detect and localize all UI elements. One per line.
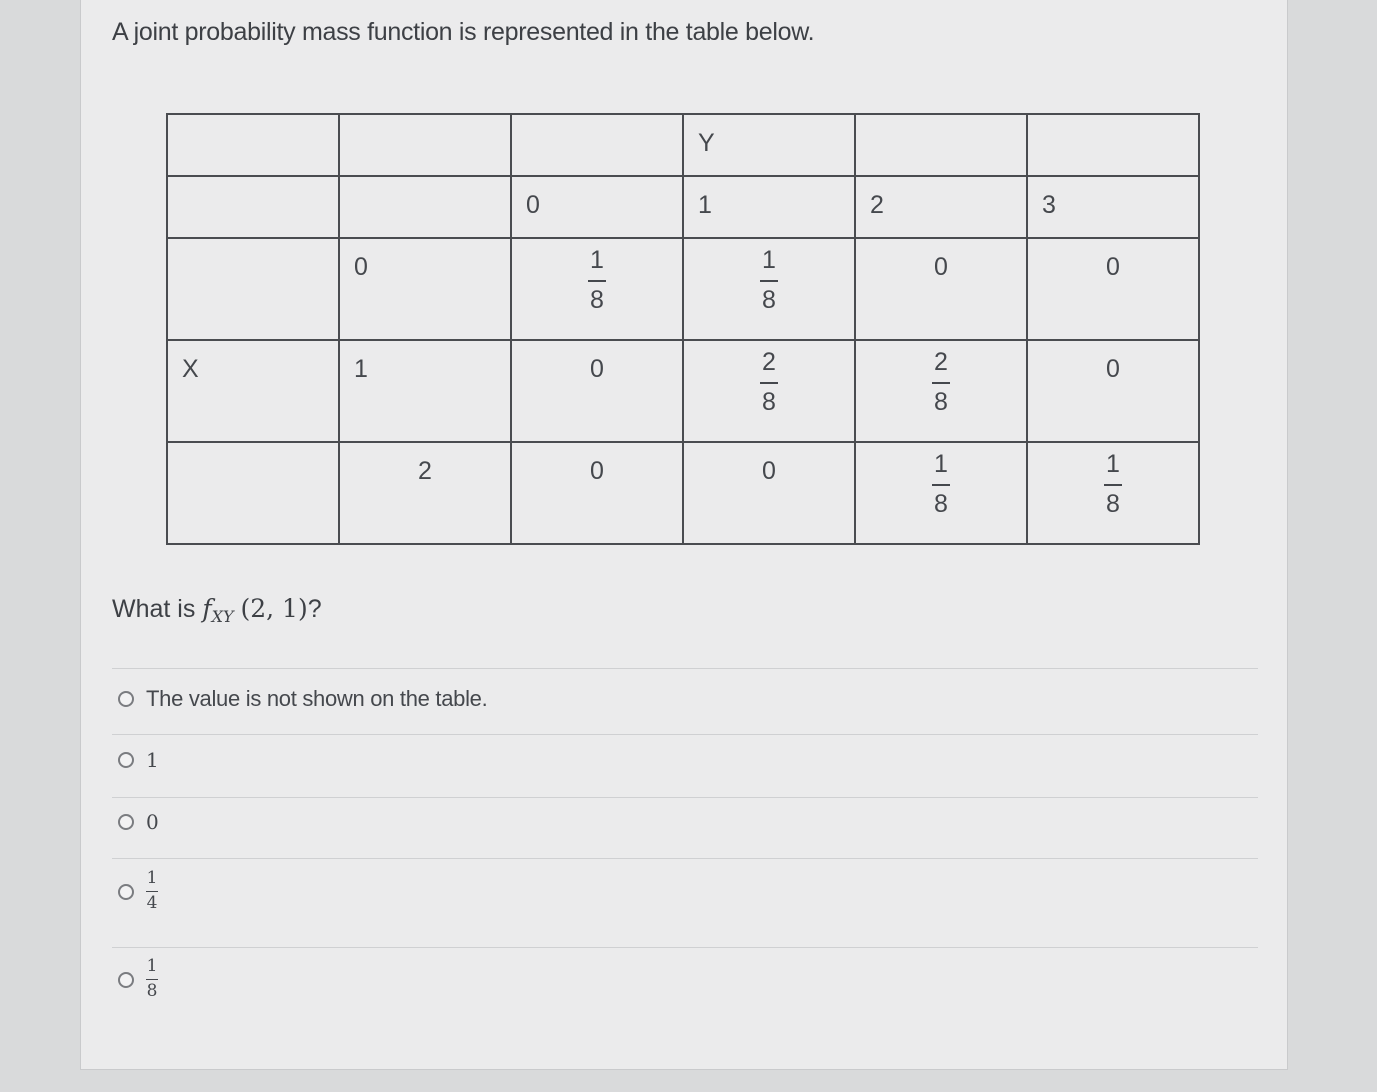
pmf-cell [855, 442, 1027, 544]
x-value-cell [339, 238, 511, 340]
fraction-bar [146, 979, 158, 981]
pmf-cell [1027, 442, 1199, 544]
question-suffix: ? [307, 595, 322, 623]
fraction-numerator: 1 [1106, 450, 1120, 478]
fraction-bar [932, 382, 950, 384]
pmf-cell [1027, 340, 1199, 442]
option-fraction [146, 958, 158, 1001]
table-header-row [167, 114, 1199, 176]
fraction-denominator: 8 [146, 981, 158, 1002]
fraction-numerator: 2 [934, 348, 948, 376]
y-value-cell [855, 176, 1027, 238]
table-row [167, 340, 1199, 442]
option-not-shown[interactable] [118, 686, 487, 712]
fraction-denominator: 8 [762, 285, 776, 314]
pmf-value: 0 [1106, 355, 1120, 383]
y-values-row [167, 176, 1199, 238]
x-value-0: 0 [354, 253, 368, 281]
x-value-cell [339, 442, 511, 544]
question-prefix: What is [112, 595, 196, 623]
fraction-denominator: 8 [762, 387, 776, 416]
pmf-fraction [1104, 451, 1122, 518]
question-prompt: A joint probability mass function is represented in the table below. [112, 18, 815, 46]
y-value-0: 0 [526, 191, 540, 219]
fraction-bar [760, 382, 778, 384]
radio-button[interactable] [118, 972, 134, 988]
divider [112, 797, 1258, 798]
question-function: f [202, 594, 212, 623]
fraction-denominator: 8 [590, 285, 604, 314]
fraction-denominator: 8 [934, 489, 948, 518]
option-label: The value is not shown on the table. [146, 686, 488, 711]
option-zero[interactable] [118, 810, 158, 834]
pmf-cell [511, 340, 683, 442]
x-value-2: 2 [418, 457, 432, 485]
pmf-cell [511, 442, 683, 544]
pmf-value: 0 [590, 457, 604, 485]
pmf-value: 0 [762, 457, 776, 485]
divider [112, 734, 1258, 735]
fraction-denominator: 4 [146, 893, 158, 914]
radio-button[interactable] [118, 752, 134, 768]
pmf-cell [511, 238, 683, 340]
table-row [167, 442, 1199, 544]
question-text [112, 594, 322, 624]
x-value-1: 1 [354, 355, 368, 383]
fraction-numerator: 1 [590, 246, 604, 274]
pmf-cell [1027, 238, 1199, 340]
pmf-cell [683, 340, 855, 442]
fraction-bar [760, 280, 778, 282]
pmf-value: 0 [934, 253, 948, 281]
fraction-numerator: 1 [934, 450, 948, 478]
radio-button[interactable] [118, 814, 134, 830]
joint-pmf-table [166, 113, 1200, 545]
pmf-fraction [760, 349, 778, 416]
fraction-bar [588, 280, 606, 282]
x-header: X [182, 355, 199, 383]
fraction-bar [932, 484, 950, 486]
y-header: Y [698, 129, 715, 157]
radio-button[interactable] [118, 884, 134, 900]
y-header-cell [683, 114, 855, 176]
pmf-cell [683, 442, 855, 544]
fraction-numerator: 1 [762, 246, 776, 274]
option-label: 1 [146, 748, 159, 772]
pmf-fraction [588, 247, 606, 314]
pmf-value: 0 [590, 355, 604, 383]
fraction-bar [1104, 484, 1122, 486]
fraction-bar [146, 891, 158, 893]
option-one-quarter[interactable] [118, 870, 158, 913]
y-value-2: 2 [870, 191, 884, 219]
fraction-numerator: 1 [146, 956, 158, 976]
option-one-eighth[interactable] [118, 958, 158, 1001]
fraction-denominator: 8 [1106, 489, 1120, 518]
question-args: (2, 1) [240, 594, 308, 623]
option-one[interactable] [118, 748, 158, 772]
x-value-cell [339, 340, 511, 442]
table-row [167, 238, 1199, 340]
y-value-cell [511, 176, 683, 238]
option-label: 0 [146, 810, 159, 834]
fraction-numerator: 2 [762, 348, 776, 376]
question-subscript: XY [211, 607, 234, 626]
fraction-denominator: 8 [934, 387, 948, 416]
pmf-fraction [932, 349, 950, 416]
pmf-cell [855, 340, 1027, 442]
pmf-cell [855, 238, 1027, 340]
y-value-3: 3 [1042, 191, 1056, 219]
option-fraction [146, 870, 158, 913]
y-value-cell [1027, 176, 1199, 238]
pmf-fraction [760, 247, 778, 314]
radio-button[interactable] [118, 691, 134, 707]
divider [112, 668, 1258, 669]
y-value-1: 1 [698, 191, 712, 219]
divider [112, 858, 1258, 859]
pmf-fraction [932, 451, 950, 518]
y-value-cell [683, 176, 855, 238]
pmf-cell [683, 238, 855, 340]
fraction-numerator: 1 [146, 868, 158, 888]
x-header-cell [167, 340, 339, 442]
divider [112, 947, 1258, 948]
pmf-value: 0 [1106, 253, 1120, 281]
